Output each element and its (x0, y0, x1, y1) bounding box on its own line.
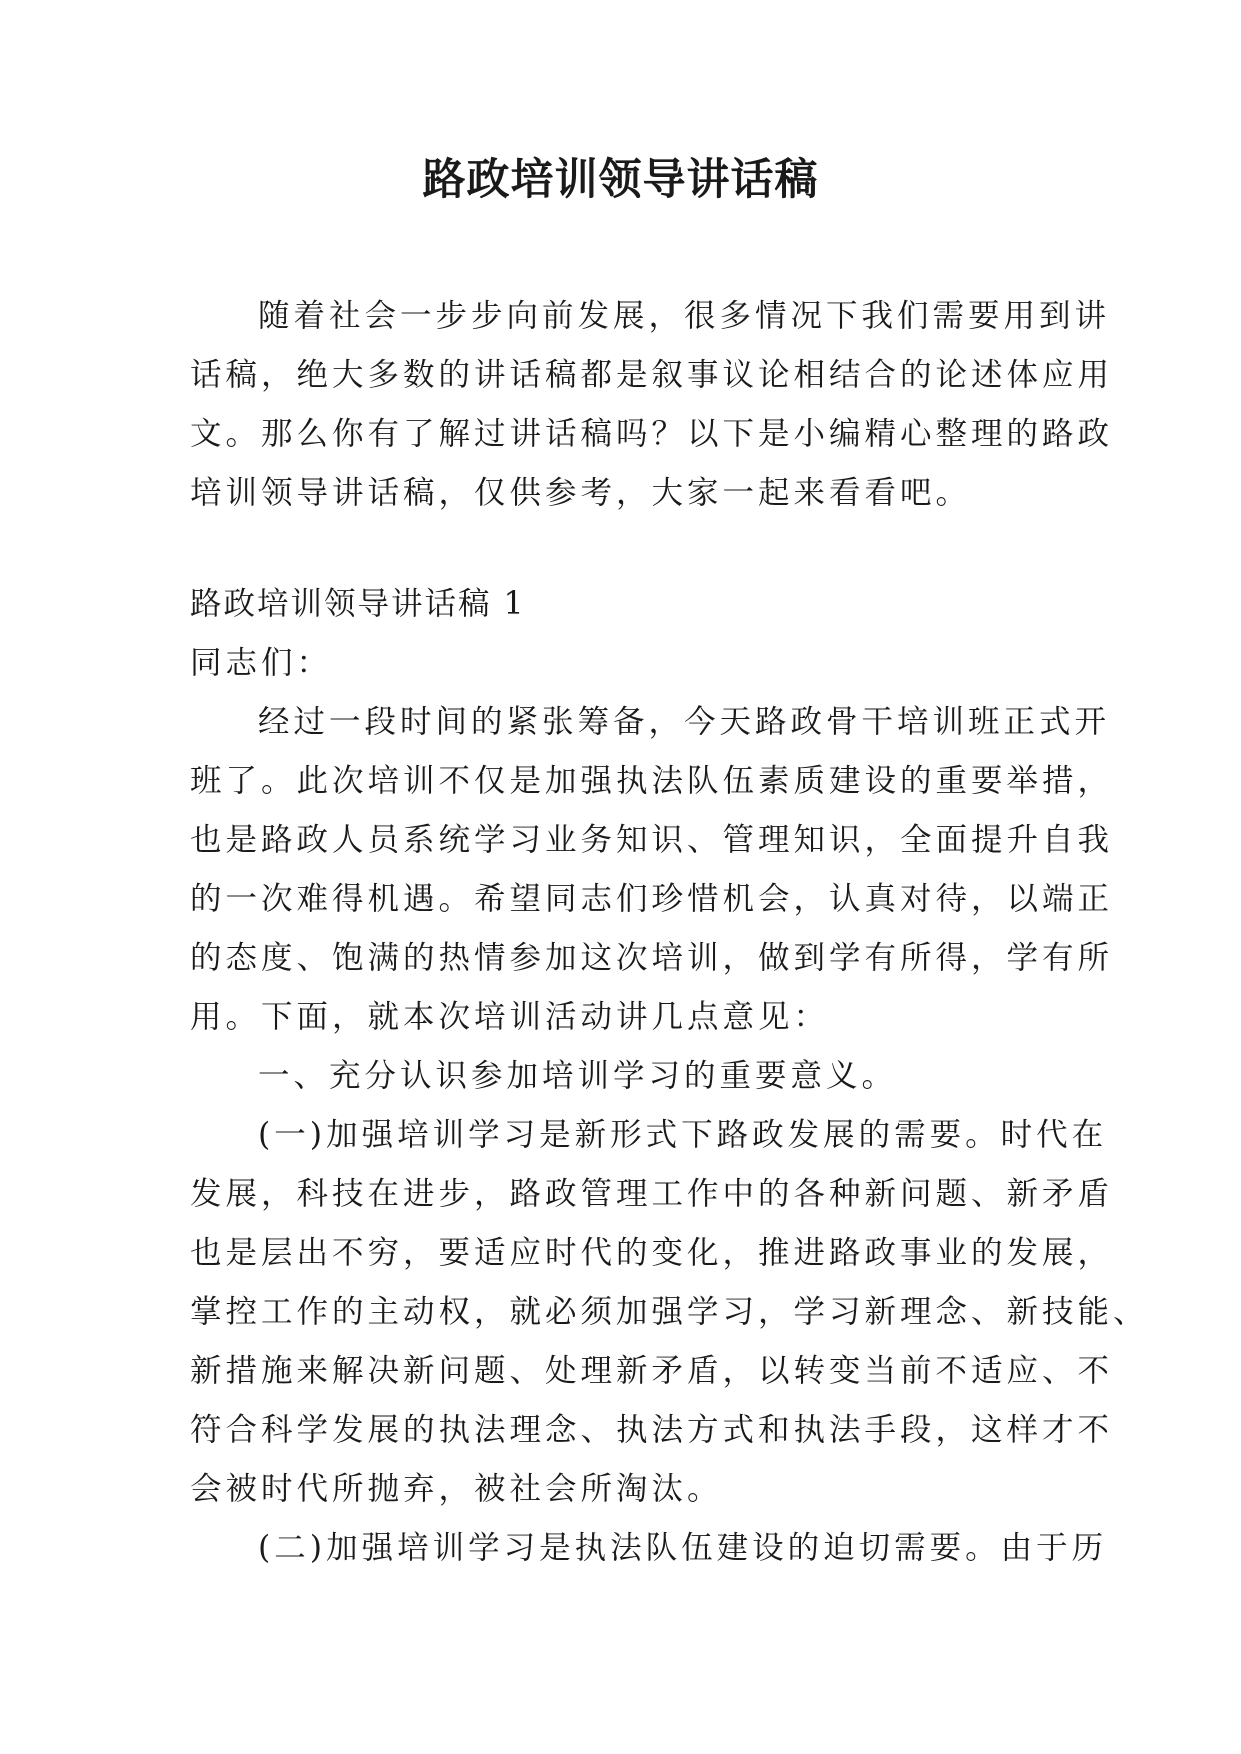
paragraph-line: 用。下面，就本次培训活动讲几点意见： (190, 999, 830, 1035)
article-heading: 路政培训领导讲话稿 1 (190, 586, 526, 622)
intro-line: 文。那么你有了解过讲话稿吗？以下是小编精心整理的路政 (190, 416, 1114, 452)
paragraph-1 (190, 693, 1114, 1047)
subsection-2 (190, 1519, 1108, 1578)
paragraph-line: 的态度、饱满的热情参加这次培训，做到学有所得，学有所 (190, 940, 1114, 976)
paragraph-line: 发展，科技在进步，路政管理工作中的各种新问题、新矛盾 (190, 1176, 1114, 1212)
paragraph-line: 也是层出不穷，要适应时代的变化，推进路政事业的发展， (190, 1235, 1114, 1271)
section-heading: 一、充分认识参加培训学习的重要意义。 (258, 1058, 898, 1094)
paragraph-line: 也是路政人员系统学习业务知识、管理知识，全面提升自我 (190, 822, 1114, 858)
intro-line: 话稿，绝大多数的讲话稿都是叙事议论相结合的论述体应用 (190, 357, 1114, 393)
intro-paragraph (190, 287, 1114, 523)
subsection-1 (190, 1106, 1149, 1519)
intro-line: 随着社会一步步向前发展，很多情况下我们需要用到讲 (258, 298, 1111, 334)
article-body (190, 575, 1149, 1578)
document-title: 路政培训领导讲话稿 (422, 155, 819, 205)
paragraph-line: (二)加强培训学习是执法队伍建设的迫切需要。由于历 (258, 1530, 1108, 1566)
paragraph-line: 经过一段时间的紧张筹备，今天路政骨干培训班正式开 (258, 704, 1111, 740)
paragraph-line: (一)加强培训学习是新形式下路政发展的需要。时代在 (258, 1117, 1108, 1153)
paragraph-line: 新措施来解决新问题、处理新矛盾，以转变当前不适应、不 (190, 1353, 1114, 1389)
paragraph-line: 班了。此次培训不仅是加强执法队伍素质建设的重要举措， (190, 763, 1114, 799)
intro-line: 培训领导讲话稿，仅供参考，大家一起来看看吧。 (190, 475, 972, 511)
paragraph-line: 掌控工作的主动权，就必须加强学习，学习新理念、新技能、 (190, 1294, 1149, 1330)
paragraph-line: 的一次难得机遇。希望同志们珍惜机会，认真对待，以端正 (190, 881, 1114, 917)
paragraph-line: 会被时代所抛弃，被社会所淘汰。 (190, 1471, 723, 1507)
salutation: 同志们： (190, 645, 333, 681)
paragraph-line: 符合科学发展的执法理念、执法方式和执法手段，这样才不 (190, 1412, 1114, 1448)
